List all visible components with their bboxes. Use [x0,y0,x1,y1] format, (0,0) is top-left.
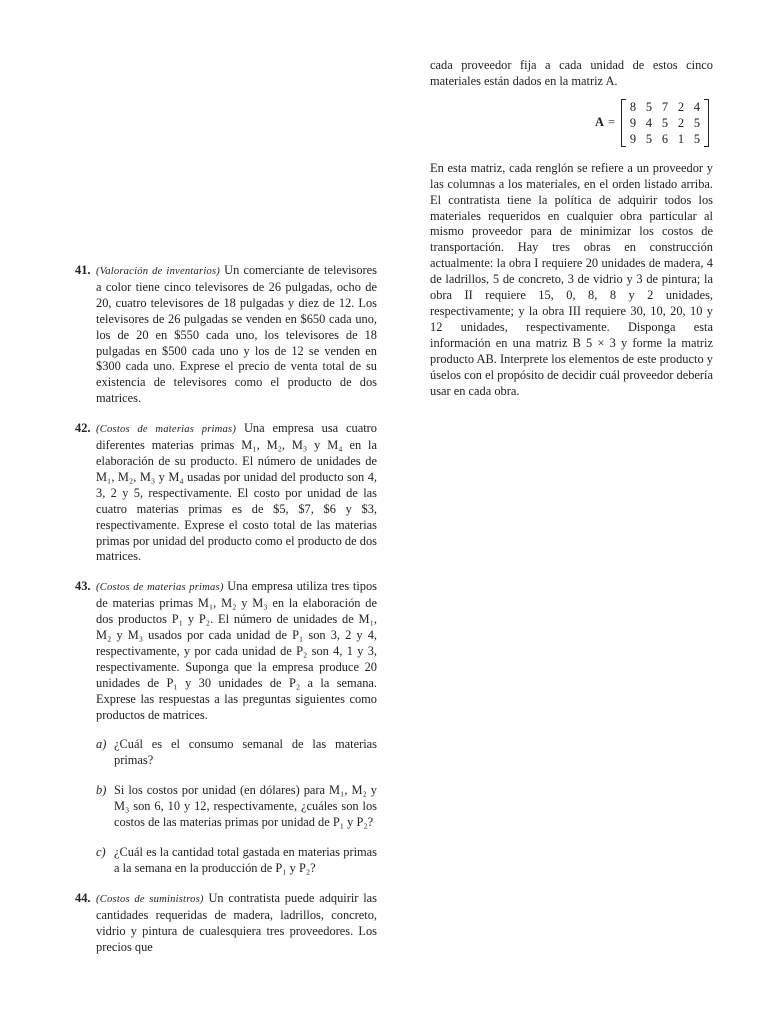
matrix-cell: 2 [677,99,685,114]
left-column [75,263,377,969]
matrix-cell: 9 [629,131,637,146]
problem-number: 42. [75,421,91,436]
problem-body: Un comerciante de televisores a color tiene cinco televisores de 26 pulgadas, ocho de 20, cuatro televisores de 18 pulgadas y diez de 12. Los televisores de 26 pulgadas se venden en $650 cada uno, los de 20 en $550 cada uno, los televisores de 18 pulgadas en $500 cada uno y los de 12 se venden en $300 cada uno. Exprese el precio de venta total de su existencia de televisores como el producto de dos matrices. [96,263,377,406]
subquestion-text: ¿Cuál es la cantidad total gastada en materias primas a la semana en la producción de P₁ y P₂? [114,845,377,875]
matrix-cell: 7 [661,99,669,114]
matrix-cell: 5 [645,99,653,114]
matrix-cell: 9 [629,115,637,130]
matrix-cell: 6 [661,131,669,146]
subquestion-text: ¿Cuál es el consumo semanal de las materias primas? [114,737,377,768]
problem-number: 41. [75,263,91,277]
subquestion-text: Si los costos por unidad (en dólares) para M₁, M₂ y M₃ son 6, 10 y 12, respectivamente, ¿cuáles son los costos de las materias primas por unidad de P₁ y P₂? [114,783,377,830]
matrix-cell: 8 [629,99,637,114]
subquestion-label: a) [96,737,107,752]
matrix-label: A [595,114,604,129]
problem-41 [75,263,377,407]
matrix-cell: 5 [693,115,701,130]
problem-topic: (Costos de materias primas) [96,424,237,436]
problem-topic: (Valoración de inventarios) [96,266,221,277]
matrix-grid [621,99,709,147]
problem-text [96,263,377,407]
problem-42 [75,421,377,565]
matrix-cell: 5 [661,115,669,130]
problem-body: Una empresa utiliza tres tipos de materias primas M₁, M₂ y M₃ en la elaboración de dos productos P₁ y P₂. El número de unidades de M₁, M₂ y M₃ usados por cada unidad de P₁ son 3, 2 y 4, respectivamente, y por cada unidad de P₂ son 4, 1 y 3, respectivamente. Suponga que la empresa produce 20 unidades de P₁ y 30 unidades de P₂ a la semana. Exprese las respuestas a las preguntas siguientes como productos de matrices. [96,579,377,722]
subquestion-label: c) [96,845,106,859]
problem-body: Una empresa usa cuatro diferentes materias primas M₁, M₂, M₃ y M₄ en la elaboración de su producto. El número de unidades de M₁, M₂, M₃ y M₄ usadas por unidad del producto son 4, 3, 2 y 5, respectivamente. El costo por unidad de las cuatro materias primas es de $5, $7, $6 y $3, respectivamente. Exprese el costo total de las materias primas por unidad del producto como el producto de dos matrices. [96,421,377,564]
matrix-cell: 1 [677,131,685,146]
problem-body: Un contratista puede adquirir las cantidades requeridas de madera, ladrillos, concreto, vidrio y pintura de cualesquiera tres proveedores. Los precios que [96,890,377,954]
problem-43 [75,579,377,877]
matrix-cell: 2 [677,115,685,130]
problem-44-continuation: cada proveedor fija a cada unidad de estos cinco materiales están dados en la matriz A. [430,58,713,88]
matrix-cell: 5 [693,131,701,146]
problem-topic: (Costos de materias primas) [96,582,224,594]
problem-text [96,421,377,565]
problem-number: 43. [75,579,91,594]
subquestion-a [96,737,377,769]
problem-44-paragraph: En esta matriz, cada renglón se refiere a un proveedor y las columnas a los materiales, en el orden listado arriba. El contratista tiene la política de adquirir todos los materiales requeridos en cualquier obra particular al mismo proveedor para de minimizar los costos de transportación. Hay tres obras en construcción actualmente: la obra I requiere 20 unidades de madera, 4 de ladrillos, 5 de concreto, 3 de vidrio y 3 de pintura; la obra II requiere 15, 0, 8, 8 y 2 unidades, respectivamente; y la obra III requiere 30, 10, 20, 10 y 12 unidades, respectivamente. Disponga esta información en una matriz B 5 × 3 y forme la matriz producto AB. Interprete los elementos de este producto y úselos con el propósito de decidir cuál proveedor debería usar en cada obra. [430,160,713,398]
problem-number: 44. [75,890,91,905]
matrix-cell: 5 [645,131,653,146]
problem-text [96,579,377,723]
matrix-cell: 4 [645,115,653,130]
subquestion-c [96,845,377,877]
equals-sign: = [608,114,615,129]
subquestion-label: b) [96,783,107,798]
subquestion-b [96,783,377,831]
problem-text [96,891,377,956]
problem-44 [75,891,377,956]
problem-topic: (Costos de suministros) [96,893,204,905]
matrix-a [430,99,713,147]
matrix-cell: 4 [693,99,701,114]
right-column [430,58,713,399]
